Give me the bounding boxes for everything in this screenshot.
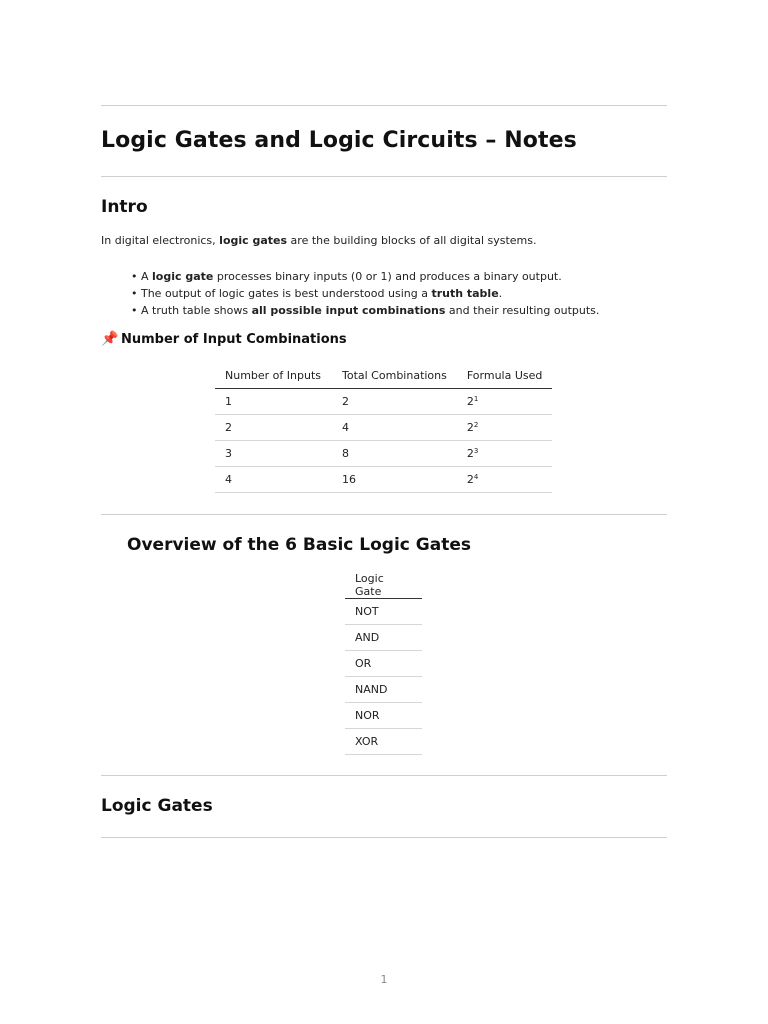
bold-text: logic gates (219, 234, 288, 247)
table-cell: NOR (345, 703, 422, 729)
bold-text: logic gate (152, 270, 214, 283)
formula-base: 2 (466, 447, 474, 460)
formula-exponent: 1 (473, 395, 479, 403)
table-row (345, 677, 422, 703)
table-row (215, 467, 552, 493)
table-row (215, 441, 552, 467)
list-item (131, 268, 599, 285)
bold-text: all possible input combinations (251, 304, 446, 317)
text: processes binary inputs (0 or 1) and produces a binary output. (213, 270, 562, 283)
formula-base: 2 (466, 395, 474, 408)
table-row (215, 415, 552, 441)
intro-paragraph (101, 234, 537, 247)
logic-gates-table (345, 572, 422, 755)
combinations-heading (101, 331, 347, 347)
formula-cell (457, 389, 553, 415)
pushpin-icon: 📌 (101, 331, 119, 347)
table-cell: XOR (345, 729, 422, 755)
table-cell: 4 (332, 415, 457, 441)
table-header-row (215, 363, 552, 389)
list-item (131, 285, 599, 302)
table-cell: AND (345, 625, 422, 651)
formula-exponent: 3 (473, 447, 479, 455)
table-cell: OR (345, 651, 422, 677)
table-cell: 8 (332, 441, 457, 467)
list-item (131, 302, 599, 319)
divider (101, 105, 667, 106)
table-cell: NOT (345, 599, 422, 625)
column-header: Formula Used (457, 363, 553, 389)
formula-exponent: 4 (473, 473, 479, 481)
formula-cell (457, 467, 553, 493)
table-cell: NAND (345, 677, 422, 703)
table-row (345, 625, 422, 651)
table-row (345, 599, 422, 625)
table-cell: 3 (215, 441, 332, 467)
text: and their resulting outputs. (445, 304, 600, 317)
column-header: Total Combinations (332, 363, 457, 389)
text: are the building blocks of all digital systems. (287, 234, 537, 247)
divider (101, 837, 667, 838)
formula-base: 2 (466, 421, 474, 434)
table-cell: 4 (215, 467, 332, 493)
intro-heading: Intro (101, 197, 148, 217)
page-title: Logic Gates and Logic Circuits – Notes (101, 128, 577, 153)
heading-text: Number of Input Combinations (121, 332, 347, 347)
overview-heading: Overview of the 6 Basic Logic Gates (127, 535, 472, 555)
table-cell: 2 (332, 389, 457, 415)
table-cell: 2 (215, 415, 332, 441)
text: • A (131, 270, 153, 283)
table-row (345, 651, 422, 677)
column-header: Logic Gate (345, 572, 422, 599)
page-number: 1 (380, 973, 388, 986)
column-header: Number of Inputs (215, 363, 332, 389)
text: . (498, 287, 503, 300)
table-cell: 1 (215, 389, 332, 415)
formula-cell (457, 441, 553, 467)
formula-base: 2 (466, 473, 474, 486)
input-combinations-table (215, 363, 552, 493)
text: • The output of logic gates is best understood using a (131, 287, 432, 300)
text: • A truth table shows (131, 304, 252, 317)
table-row (345, 703, 422, 729)
divider (101, 514, 667, 515)
logic-gates-heading: Logic Gates (101, 796, 213, 816)
formula-cell (457, 415, 553, 441)
table-header-row (345, 572, 422, 599)
text: In digital electronics, (101, 234, 220, 247)
table-cell: 16 (332, 467, 457, 493)
formula-exponent: 2 (473, 421, 479, 429)
bold-text: truth table (431, 287, 499, 300)
divider (101, 176, 667, 177)
divider (101, 775, 667, 776)
intro-bullet-list (131, 268, 599, 319)
table-row (215, 389, 552, 415)
table-row (345, 729, 422, 755)
